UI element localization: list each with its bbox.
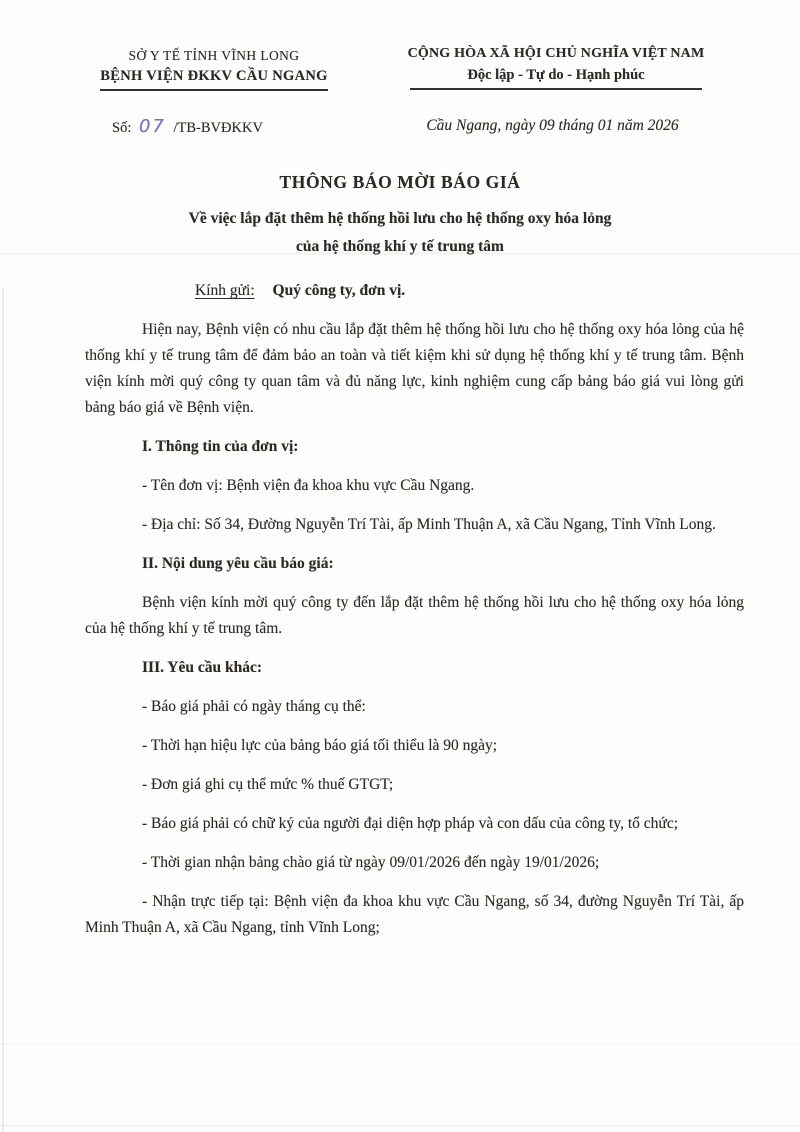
scan-artifact-bottom-edge <box>0 1124 800 1127</box>
section-3-item-vat: - Đơn giá ghi cụ thể mức % thuế GTGT; <box>142 776 394 793</box>
section-1-item-address: - Địa chỉ: Số 34, Đường Nguyễn Trí Tài, ấp Minh Thuận A, xã Cầu Ngang, Tỉnh Vĩnh Long. <box>142 516 716 533</box>
parent-agency-name: SỞ Y TẾ TỈNH VĨNH LONG <box>128 48 300 63</box>
hospital-name: BỆNH VIỆN ĐKKV CẦU NGANG <box>100 68 328 84</box>
section-3-item-receiving-place: - Nhận trực tiếp tại: Bệnh viện đa khoa khu vực Cầu Ngang, số 34, đường Nguyễn Trí Tài, ấp Minh Thuận A, xã Cầu Ngang, tỉnh Vĩnh Long; <box>85 893 744 936</box>
document-number-label: Số: <box>112 120 132 136</box>
document-subtitle-line2: của hệ thống khí y tế trung tâm <box>296 238 504 255</box>
section-2-paragraph: Bệnh viện kính mời quý công ty đến lắp đặt thêm hệ thống hồi lưu cho hệ thống oxy hóa lỏng của hệ thống khí y tế trung tâm. <box>85 594 744 637</box>
document-title: THÔNG BÁO MỜI BÁO GIÁ <box>279 172 521 192</box>
scan-artifact-seam-top <box>0 252 800 255</box>
header-right-underline <box>410 88 702 90</box>
section-3-item-date-required: - Báo giá phải có ngày tháng cụ thể: <box>142 698 366 715</box>
header-left-underline <box>100 89 328 91</box>
section-3-item-signature-seal: - Báo giá phải có chữ ký của người đại diện hợp pháp và con dấu của công ty, tổ chức; <box>142 815 678 832</box>
section-3-item-receiving-period: - Thời gian nhận bảng chào giá từ ngày 09/01/2026 đến ngày 19/01/2026; <box>142 854 600 871</box>
header-issuing-agency <box>78 48 350 91</box>
salutation-label: Kính gửi: <box>195 282 255 299</box>
section-1-item-unit-name: - Tên đơn vị: Bệnh viện đa khoa khu vực Cầu Ngang. <box>142 477 475 494</box>
intro-paragraph: Hiện nay, Bệnh viện có nhu cầu lắp đặt thêm hệ thống hồi lưu cho hệ thống oxy hóa lỏng của hệ thống khí y tế trung tâm để đảm bảo an toàn và tiết kiệm khi sử dụng hệ thống khí y tế trung tâm. Bệnh viện kính mời quý công ty quan tâm và đủ năng lực, kinh nghiệm cung cấp bảng báo giá vui lòng gửi bảng báo giá về Bệnh viện. <box>85 321 744 416</box>
section-1-heading: I. Thông tin của đơn vị: <box>142 438 299 455</box>
document-body <box>85 278 744 954</box>
section-3-heading: III. Yêu cầu khác: <box>142 659 262 676</box>
national-motto: Độc lập - Tự do - Hạnh phúc <box>467 67 645 83</box>
document-subtitle-line1: Về việc lắp đặt thêm hệ thống hồi lưu cho hệ thống oxy hóa lỏng <box>188 210 612 227</box>
section-2-heading: II. Nội dung yêu cầu báo giá: <box>142 555 334 572</box>
scan-artifact-left-edge <box>2 288 4 1132</box>
national-title: CỘNG HÒA XÃ HỘI CHỦ NGHĨA VIỆT NAM <box>407 46 705 61</box>
scan-artifact-faint-line <box>0 1043 800 1045</box>
section-3-item-validity: - Thời hạn hiệu lực của bảng báo giá tối thiểu là 90 ngày; <box>142 737 498 754</box>
document-number-handwritten: 07 <box>138 116 166 137</box>
document-number-line <box>112 116 263 137</box>
header-national-heading <box>382 46 730 90</box>
salutation-line <box>195 278 744 304</box>
salutation-recipient: Quý công ty, đơn vị. <box>272 282 406 299</box>
place-date-line: Cầu Ngang, ngày 09 tháng 01 năm 2026 <box>426 117 679 134</box>
document-number-suffix: /TB-BVĐKKV <box>173 120 263 136</box>
